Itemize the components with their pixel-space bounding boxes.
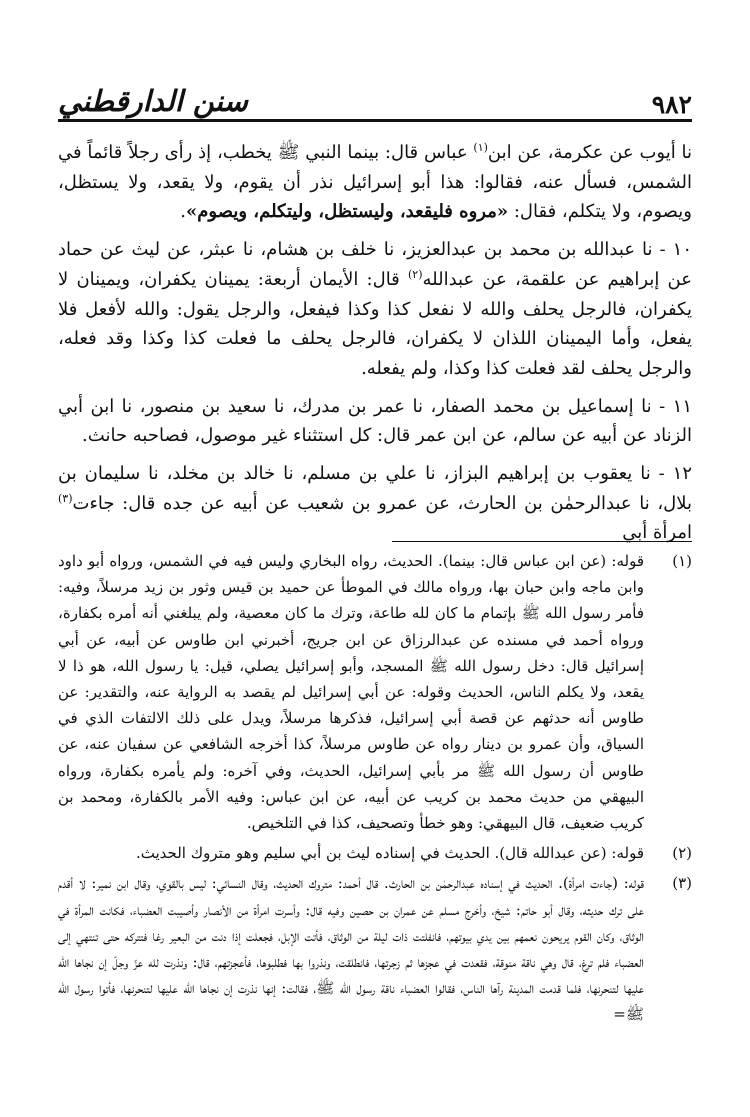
main-text: [58, 138, 692, 556]
footnote-text: قوله: (عن عبدالله قال). الحديث في إسناده ليث بن أبي سليم وهو متروك الحديث.: [135, 844, 644, 863]
paragraph-12: ١٢ - نا يعقوب بن إبراهيم البزاز، نا علي بن مسلم، نا خالد بن مخلد، نا سليمان بن بلال، نا عبدالرحمٰن بن الحارث، عن عمرو بن شعيب عن أبيه عن جده قال: جاءت$^{(٣)}$ امرأة أبي: [58, 463, 692, 544]
footnote-marker: (١): [672, 552, 692, 570]
footnote-2: [58, 840, 692, 866]
page-number: ٩٨٢: [651, 90, 692, 119]
paragraph-11: ١١ - نا إسماعيل بن محمد الصفار، نا عمر بن مدرك، نا سعيد بن منصور، نا ابن أبي الزناد عن أبيه عن سالم، عن ابن عمر قال: كل استثناء غير موصول، فصاحبه حانث.: [58, 395, 692, 447]
footnote-ref-3: (٣): [58, 491, 73, 505]
footnote-text: قوله: (عن ابن عباس قال: بينما). الحديث، رواه البخاري وليس فيه في الشمس، ورواه أبو داود وابن ماجه وابن حبان بها، ورواه مالك في الموطأ عن حميد بن قيس وثور بن زيد مرسلاً، وفيه: فأمر رسول الله ﷺ بإتمام ما كان لله طاعة، وترك ما كان معصية، ولم يبلغني أنه أمره بكفارة، ورواه أحمد في مسنده عن عبدالرزاق عن ابن جريج، أخبرني ابن طاوس عن أبيه، عن أبي إسرائيل قال: دخل رسول الله ﷺ المسجد، وأبو إسرائيل يصلي، قيل: يا رسول الله، هو ذا لا يقعد، ولا يكلم الناس، الحديث وقوله: عن أبي إسرائيل لم يقصد به الرواية عنه، والتقدير: عن طاوس أنه حدثهم عن قصة أبي إسرائيل، فذكرها مرسلاً، ويدل على ذلك الالتفات الذي في السياق، وأن عمرو بن دينار رواه عن طاوس مرسلاً، كذا أخرجه الشافعي عن سفيان عنه، عن طاوس أن رسول الله ﷺ مر بأبي إسرائيل، الحديث، وفي آخره: ولم يأمره بكفارة، ورواه البيهقي من حديث محمد بن كريب عن أبيه، عن ابن عباس: وفيه الأمر بالكفارة، ومحمد بن كريب ضعيف، قال البيهقي: وهو خطأ وتصحيف، كذا في التلخيص.: [58, 552, 644, 833]
footnote-text: قوله: (جاءت امرأة). الحديث في إسناده عبدالرحمٰن بن الحارث. قال أحمد: متروك الحديث، وقال النسائي: ليس بالقوي، وقال ابن نمير: لا أقدم على ترك حديثه، وقال أبو حاتم: شيخ، وأخرج مسلم عن عمران بن حصين وفيه قال: وأسرت امرأة من الأنصار وأصيبت العضباء، فكانت المرأة في الوثاق، وكان القوم يريحون نعمهم بين يدي بيوتهم، فانفلتت ذات ليلة من الوثاق، فأتت الإبل، فجعلت إذا دنت من البعير رغا فتتركه حتى تنتهي إلى العضباء فلم ترغ، قال وهي ناقة منوقة، فقعدت في عجزها ثم زجرتها، فانطلقت، ونذروا بها فطلبوها، فأعجزتهم، قال: ونذرت لله عزّ وجلّ إن نجاها الله عليها لتنحرنها، فلما قدمت المدينة رآها الناس، فقالوا العضباء ناقة رسول الله ﷺ، فقالت: إنها نذرت إن نجاها الله عليها لتنحرنها، فأتوا رسول الله ﷺ=: [58, 874, 644, 1024]
footnote-3: [58, 870, 692, 1027]
paragraph-1: نا أيوب عن عكرمة، عن ابن$^{(١)}$ عباس قال: بينما النبي ﷺ يخطب، إذ رأى رجلاً قائماً في الشمس، فسأل عنه، فقالوا: هذا أبو إسرائيل نذر أن يقوم، ولا يقعد، ولا يستظل، ويصوم، ولا يتكلم، فقال: «مروه فليقعد، وليستظل، وليتكلم، ويصوم».: [58, 141, 693, 223]
footnote-ref-2: (٢): [407, 267, 423, 281]
footnotes: [58, 548, 692, 1032]
footnote-separator: [392, 541, 692, 542]
page-header: [58, 84, 692, 124]
footnote-marker: (٣): [672, 874, 692, 893]
hadith-quote: «مروه فليقعد، وليستظل، وليتكلم، ويصوم»: [186, 201, 509, 223]
footnote-marker: (٢): [672, 844, 692, 863]
book-title: سنن الدارقطني: [58, 84, 248, 118]
header-rule: [58, 119, 692, 122]
footnote-ref-1: (١): [473, 141, 488, 154]
paragraph-10: ١٠ - نا عبدالله بن محمد بن عبدالعزيز، نا خلف بن هشام، نا عبثر، عن ليث عن حماد عن إبراهيم عن علقمة، عن عبدالله$^{(٢)}$ قال: الأيمان أربعة: يمينان يكفران، ويمينان لا يكفران، فالرجل يحلف والله لا نفعل كذا وكذا فيفعل، والرجل يقول: والله لأفعل فلا يفعل، وأما اليمينان اللذان لا يكفران، فالرجل يحلف ما فعلت كذا وكذا وقد فعله، والرجل يحلف لقد فعلت كذا وكذا، ولم يفعله.: [58, 239, 692, 379]
footnote-1: [58, 548, 692, 836]
